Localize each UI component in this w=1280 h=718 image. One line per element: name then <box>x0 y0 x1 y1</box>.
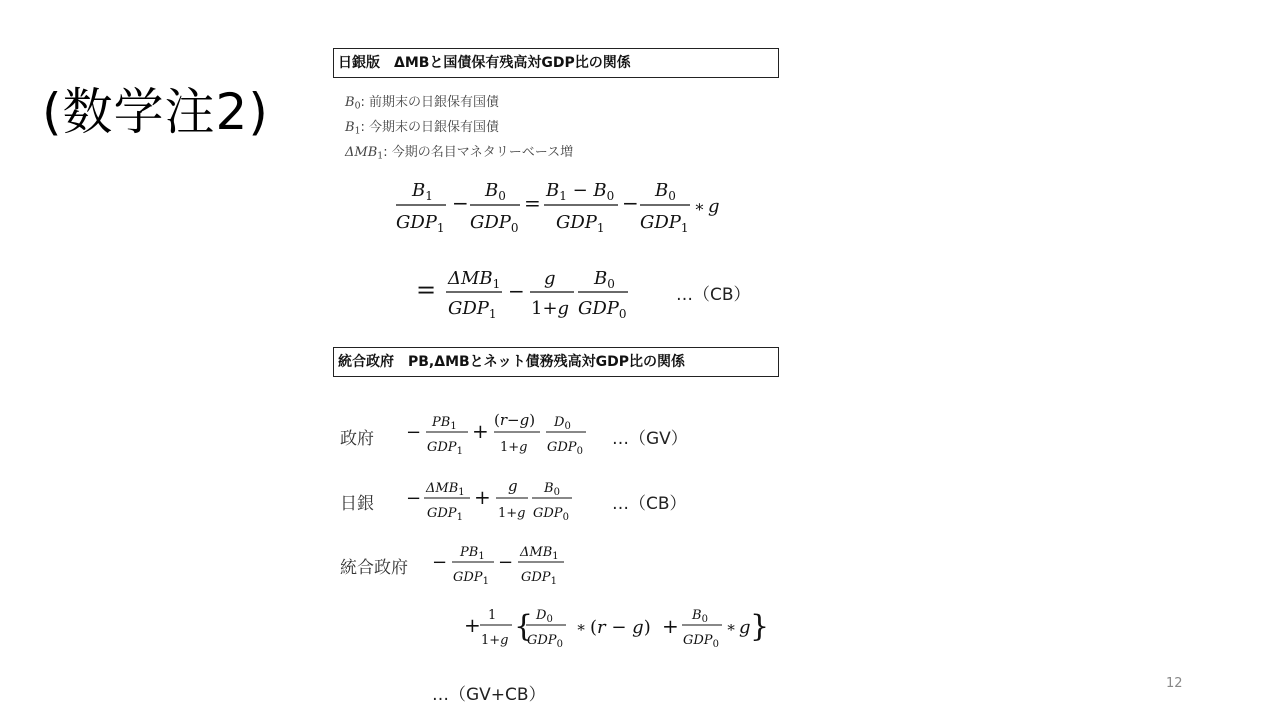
svg-text:∗: ∗ <box>576 618 587 636</box>
svg-text:ΔMB1: $\Delta MB_1$ <box>448 268 501 291</box>
svg-text:g: g <box>508 477 518 495</box>
slide-title: (数学注2) <box>42 83 269 141</box>
svg-text:1+g: 1+g <box>500 440 528 455</box>
row-label-government: 政府 <box>340 429 374 449</box>
svg-text:1+g: 1+g <box>481 633 509 648</box>
svg-text:GDP0: $GDP_0$ <box>533 506 569 523</box>
svg-text:g: g <box>739 617 751 638</box>
svg-text:B1: $B_1$ <box>412 180 433 203</box>
svg-text:+: + <box>472 419 489 443</box>
svg-text:−: − <box>432 552 448 573</box>
svg-text:GDP0: $GDP_0$ <box>578 298 627 321</box>
svg-text:(r − g): (r − g) <box>590 617 651 638</box>
svg-text:+: + <box>662 614 679 638</box>
svg-text:PB1: $PB_1$ <box>432 415 457 432</box>
equation-boj-2 <box>414 262 654 324</box>
svg-text:∗: ∗ <box>726 618 737 636</box>
svg-text:D0: $D_0$ <box>554 415 571 432</box>
svg-text:PB1: $PB_1$ <box>460 545 485 562</box>
svg-text:GDP0: $GDP_0$ <box>470 212 519 235</box>
svg-text:1+g: 1+g <box>531 298 570 319</box>
svg-text:}: } <box>750 609 770 644</box>
svg-text:B0: $B_0$ <box>485 180 506 203</box>
svg-text:B0: $B_0$ <box>692 608 708 625</box>
svg-text:(r−g): (r−g) <box>494 411 536 429</box>
svg-text:B0: $B_0$ <box>544 481 560 498</box>
svg-text:GDP1: $GDP_1$ <box>427 506 463 523</box>
svg-text:−: − <box>406 422 422 443</box>
svg-text:GDP0: $GDP_0$ <box>683 633 719 650</box>
definitions-list <box>345 90 573 165</box>
equation-tag-gv-cb: …（GV+CB） <box>432 685 546 705</box>
svg-text:−: − <box>406 488 422 509</box>
equation-tag-gv: …（GV） <box>612 429 688 449</box>
svg-text:GDP0: $GDP_0$ <box>547 440 583 457</box>
svg-text:1+g: 1+g <box>498 506 526 521</box>
equation-consolidated-line1 <box>428 538 578 590</box>
svg-text:{: { <box>514 609 534 644</box>
svg-text:−: − <box>452 191 469 215</box>
equation-tag-cb: …（CB） <box>676 285 751 305</box>
svg-text:GDP1: $GDP_1$ <box>521 570 557 587</box>
svg-text:GDP1: $GDP_1$ <box>427 440 463 457</box>
definition-dmb1: $\Delta MB_1$: 今期の名目マネタリーベース増 <box>345 145 574 162</box>
svg-text:ΔMB1: $\Delta MB_1$ <box>520 545 559 562</box>
svg-text:1: 1 <box>488 608 497 623</box>
svg-text:GDP1: $GDP_1$ <box>453 570 489 587</box>
svg-text:GDP1: $GDP_1$ <box>448 298 497 321</box>
row-label-consolidated: 統合政府 <box>340 558 408 578</box>
svg-text:ΔMB1: $\Delta MB_1$ <box>426 481 465 498</box>
row-label-boj: 日銀 <box>340 494 374 514</box>
svg-text:GDP1: $GDP_1$ <box>640 212 689 235</box>
svg-text:+: + <box>464 613 481 637</box>
svg-text:GDP0: $GDP_0$ <box>527 633 563 650</box>
svg-text:−: − <box>622 191 639 215</box>
svg-text:−: − <box>508 279 525 303</box>
page-number: 12 <box>1166 676 1183 691</box>
equation-tag-cb-row: …（CB） <box>612 494 687 514</box>
svg-text:g: g <box>544 268 556 289</box>
svg-text:GDP1: $GDP_1$ <box>556 212 605 235</box>
svg-text:B0: $B_0$ <box>594 268 615 291</box>
svg-text:GDP1: $GDP_1$ <box>396 212 445 235</box>
equation-boj-row <box>402 474 582 526</box>
svg-text:+: + <box>474 485 491 509</box>
svg-text:=: = <box>524 191 541 215</box>
svg-text:B0: $B_0$ <box>655 180 676 203</box>
section-header-boj: 日銀版 ΔMBと国債保有残高対GDP比の関係 <box>333 48 779 78</box>
equation-consolidated-line2 <box>460 600 770 656</box>
svg-text:−: − <box>498 552 514 573</box>
section-header-consolidated: 統合政府 PB,ΔMBとネット債務残高対GDP比の関係 <box>333 347 779 377</box>
svg-text:D0: $D_0$ <box>536 608 553 625</box>
equation-government <box>402 408 597 460</box>
svg-text:∗: ∗ <box>694 197 705 216</box>
equation-boj-1 <box>390 172 740 240</box>
svg-text:B1 − B0: $B_1 - B_0$ <box>546 180 615 203</box>
definition-b0: $B_0$: 前期末の日銀保有国債 <box>345 95 500 112</box>
svg-text:g: g <box>708 196 720 217</box>
svg-text:=: = <box>416 276 437 304</box>
definition-b1: $B_1$: 今期末の日銀保有国債 <box>345 120 500 137</box>
